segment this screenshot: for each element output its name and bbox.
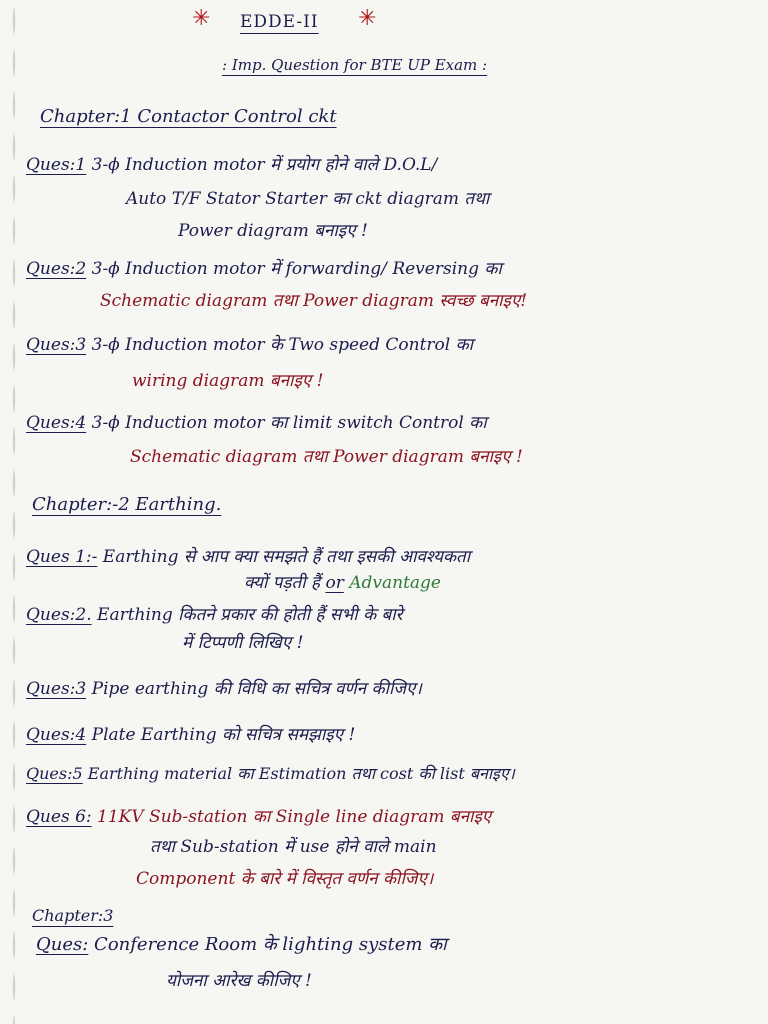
margin-dots xyxy=(12,0,16,1024)
question-label: Ques:3 xyxy=(26,335,87,355)
ques-1-1-line-3: Power diagram बनाइए ! xyxy=(178,221,368,241)
question-text: 3-ϕ Induction motor में प्रयोग होने वाले D.O.L/ xyxy=(91,155,438,175)
question-label: Ques:2. xyxy=(26,605,92,625)
page-title: EDDE-II xyxy=(240,12,319,32)
question-text: Earthing material का Estimation तथा cost की list बनाइए। xyxy=(87,764,515,783)
ques-2-2-line-1 xyxy=(26,602,403,625)
ques-2-1-line-1 xyxy=(26,544,470,567)
question-label: Ques: xyxy=(36,934,89,955)
ques-3-1-line-2: योजना आरेख कीजिए ! xyxy=(166,971,312,991)
ques-2-1-line-2 xyxy=(244,570,441,593)
question-label: Ques:3 xyxy=(26,679,87,699)
advantage-word: Advantage xyxy=(349,573,441,593)
question-text: Conference Room के lighting system का xyxy=(94,934,447,955)
ques-3-1-line-1 xyxy=(36,932,447,956)
question-text: Earthing कितने प्रकार की होती हैं सभी के बारे xyxy=(97,605,403,625)
ques-1-2-line-1 xyxy=(26,256,502,279)
chapter-2-heading: Chapter:-2 Earthing. xyxy=(32,494,222,515)
ques-1-1-line-1 xyxy=(26,152,437,175)
ques-1-3-line-2: wiring diagram बनाइए ! xyxy=(132,371,324,391)
ques-1-1-line-2: Auto T/F Stator Starter का ckt diagram तथा xyxy=(126,189,490,209)
question-label: Ques:4 xyxy=(26,413,87,433)
chapter-3-heading: Chapter:3 xyxy=(32,906,114,925)
question-label: Ques:5 xyxy=(26,764,83,783)
question-text: 3-ϕ Induction motor का limit switch Control का xyxy=(91,413,487,433)
question-text: 11KV Sub-station का Single line diagram बनाइए xyxy=(97,807,492,827)
question-label: Ques:2 xyxy=(26,259,87,279)
chapter-1-heading: Chapter:1 Contactor Control ckt xyxy=(40,106,337,127)
ques-1-3-line-1 xyxy=(26,332,473,355)
ques-1-4-line-1 xyxy=(26,410,487,433)
ques-1-2-line-2: Schematic diagram तथा Power diagram स्वच्छ बनाइए! xyxy=(100,291,528,311)
question-label: Ques:4 xyxy=(26,725,87,745)
ques-1-4-line-2: Schematic diagram तथा Power diagram बनाइए ! xyxy=(130,447,523,467)
question-text: Pipe earthing की विधि का सचित्र वर्णन कीजिए। xyxy=(91,679,422,699)
question-text: 3-ϕ Induction motor में forwarding/ Reversing का xyxy=(91,259,502,279)
question-text: Plate Earthing को सचित्र समझाइए ! xyxy=(91,725,356,745)
ques-2-6-line-2: तथा Sub-station में use होने वाले main xyxy=(150,837,437,857)
star-icon-right: ✳ xyxy=(358,6,377,31)
question-label: Ques 6: xyxy=(26,807,92,827)
ques-2-3 xyxy=(26,676,422,699)
page-subtitle: : Imp. Question for BTE UP Exam : xyxy=(222,56,488,74)
question-label: Ques:1 xyxy=(26,155,87,175)
ques-2-6-line-3: Component के बारे में विस्तृत वर्णन कीजिए। xyxy=(136,869,434,889)
question-label: Ques 1:- xyxy=(26,547,98,567)
ques-2-5 xyxy=(26,762,515,784)
ques-2-2-line-2: में टिप्पणी लिखिए ! xyxy=(182,633,304,653)
ques-2-4 xyxy=(26,722,355,745)
or-word: or xyxy=(325,573,344,593)
question-text: क्यों पड़ती हैं xyxy=(244,573,321,593)
question-text: 3-ϕ Induction motor के Two speed Control का xyxy=(91,335,474,355)
ques-2-6-line-1 xyxy=(26,804,491,827)
question-text: Earthing से आप क्या समझते हैं तथा इसकी आवश्यकता xyxy=(102,547,471,567)
star-icon-left: ✳ xyxy=(192,6,211,31)
